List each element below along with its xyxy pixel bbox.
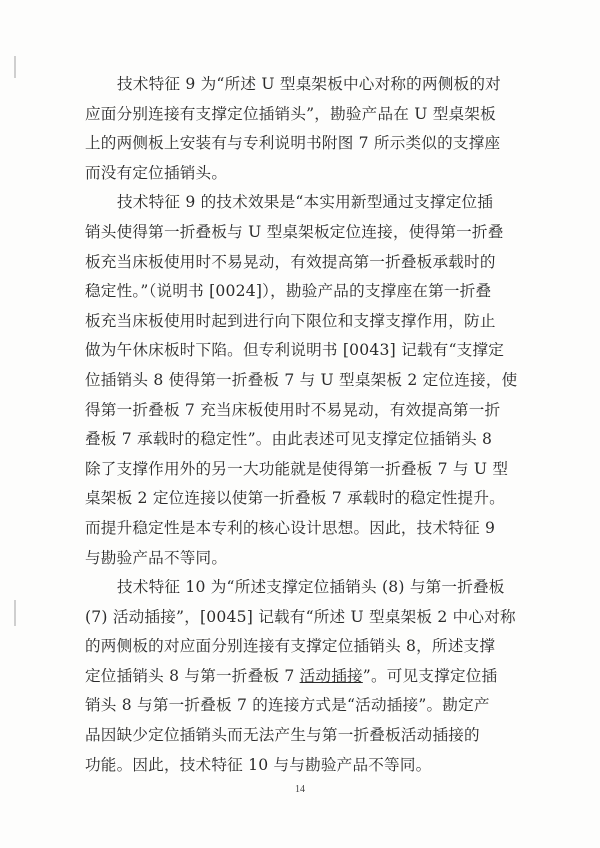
page-number: 14 <box>295 784 305 795</box>
text-line: 位插销头 8 使得第一折叠板 7 与 U 型桌架板 2 定位连接，使 <box>85 370 518 389</box>
text-line: 板充当床板使用时不易晃动，有效提高第一折叠板承载时的 <box>85 252 496 271</box>
text-line: 得第一折叠板 7 充当床板使用时不易晃动，有效提高第一折 <box>85 400 501 419</box>
text-line: 叠板 7 承载时的稳定性”。由此表述可见支撑定位插销头 8 <box>85 430 493 449</box>
text-segment: ”。可见支撑定位插 <box>362 666 498 685</box>
text-line: 技术特征 9 为“所述 U 型桌架板中心对称的两侧板的对 <box>117 75 501 93</box>
text-line: 应面分别连接有支撑定位插销头”，勘验产品在 U 型桌架板 <box>85 104 496 123</box>
text-line: 与勘验产品不等同。 <box>85 548 228 567</box>
text-line: 除了支撑作用外的另一大功能就是使得第一折叠板 7 与 U 型 <box>85 459 509 478</box>
text-line: 而没有定位插销头。 <box>85 163 228 182</box>
text-line: 而提升稳定性是本专利的核心设计思想。因此，技术特征 9 <box>85 518 496 537</box>
text-line: 上的两侧板上安装有与专利说明书附图 7 所示类似的支撑座 <box>85 134 501 153</box>
text-line: 技术特征 9 的技术效果是“本实用新型通过支撑定位插 <box>117 193 494 212</box>
text-line: 桌架板 2 定位连接以使第一折叠板 7 承载时的稳定性提升。 <box>85 489 505 508</box>
text-line: 稳定性。”（说明书 [0024]），勘验产品的支撑座在第一折叠 <box>85 282 492 301</box>
binding-mark-bottom <box>14 600 16 626</box>
document-body <box>85 70 525 780</box>
text-line: 的两侧板的对应面分别连接有支撑定位插销头 8，所述支撑 <box>85 637 496 656</box>
text-line: 销头使得第一折叠板与 U 型桌架板定位连接，使得第一折叠 <box>85 222 504 241</box>
paragraph-feature-9-effect <box>85 188 525 573</box>
paragraph-feature-10 <box>85 573 525 780</box>
text-line: 功能。因此，技术特征 10 与与勘验产品不等同。 <box>85 755 432 774</box>
text-segment: 定位插销头 8 与第一折叠板 7 <box>85 666 300 685</box>
text-line-with-underline <box>85 662 525 692</box>
text-line: 板充当床板使用时起到进行向下限位和支撑支撑作用，防止 <box>85 311 496 330</box>
text-line: 销头 8 与第一折叠板 7 的连接方式是“活动插接”。勘定产 <box>85 696 490 715</box>
underlined-phrase: 活动插接 <box>299 666 363 685</box>
text-line: (7) 活动插接”，[0045] 记载有“所述 U 型桌架板 2 中心对称 <box>85 607 516 626</box>
paragraph-feature-9 <box>85 70 525 188</box>
text-line: 技术特征 10 为“所述支撑定位插销头 (8) 与第一折叠板 <box>117 578 505 597</box>
text-line: 品因缺少定位插销头而无法产生与第一折叠板活动插接的 <box>85 726 480 745</box>
binding-mark-top <box>14 56 16 78</box>
text-line: 做为午休床板时下陷。但专利说明书 [0043] 记载有“支撑定 <box>85 341 505 360</box>
